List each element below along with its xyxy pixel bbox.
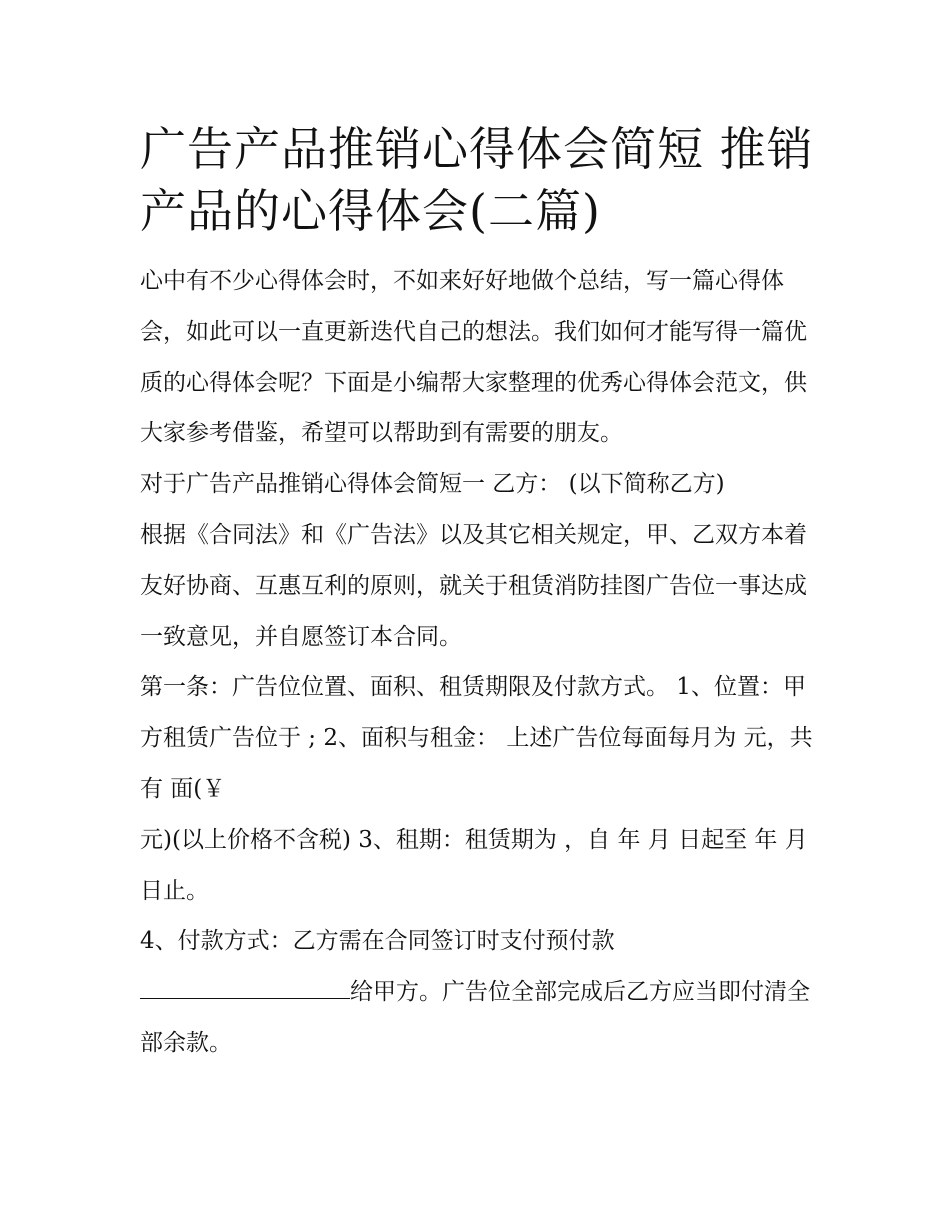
document-title: 广告产品推销心得体会简短 推销产品的心得体会(二篇) <box>140 122 814 238</box>
payment-tail-text: 给甲方。广告位全部完成后乙方应当即付清全部余款。 <box>140 979 810 1056</box>
paragraph-party-b: 对于广告产品推销心得体会简短一 乙方： (以下简称乙方) <box>140 471 725 498</box>
blank-line <box>140 970 350 999</box>
paragraph-payment-tail <box>140 967 820 1069</box>
document-body <box>140 256 820 1069</box>
paragraph-lease-term: 元)(以上价格不含税) 3、租期：租赁期为 ，自 年 月 日起至 年 月 日止。 <box>140 826 808 904</box>
paragraph-intro: 心中有不少心得体会时，不如来好好地做个总结，写一篇心得体会，如此可以一直更新迭代自己的想法。我们如何才能写得一篇优质的心得体会呢？下面是小编帮大家整理的优秀心得体会范文，供大家参考借鉴，希望可以帮助到有需要的朋友。 <box>140 268 807 447</box>
paragraph-payment: 4、付款方式：乙方需在合同签订时支付预付款 <box>140 928 615 955</box>
paragraph-legal-basis: 根据《合同法》和《广告法》以及其它相关规定，甲、乙双方本着友好协商、互惠互利的原则，就关于租赁消防挂图广告位一事达成一致意见，并自愿签订本合同。 <box>140 521 807 650</box>
paragraph-article-one: 第一条：广告位位置、面积、租赁期限及付款方式。 1、位置：甲方租赁广告位于 ; 2、面积与租金： 上述广告位每面每月为 元，共有 面(￥ <box>140 674 813 802</box>
document-content <box>140 118 820 1069</box>
